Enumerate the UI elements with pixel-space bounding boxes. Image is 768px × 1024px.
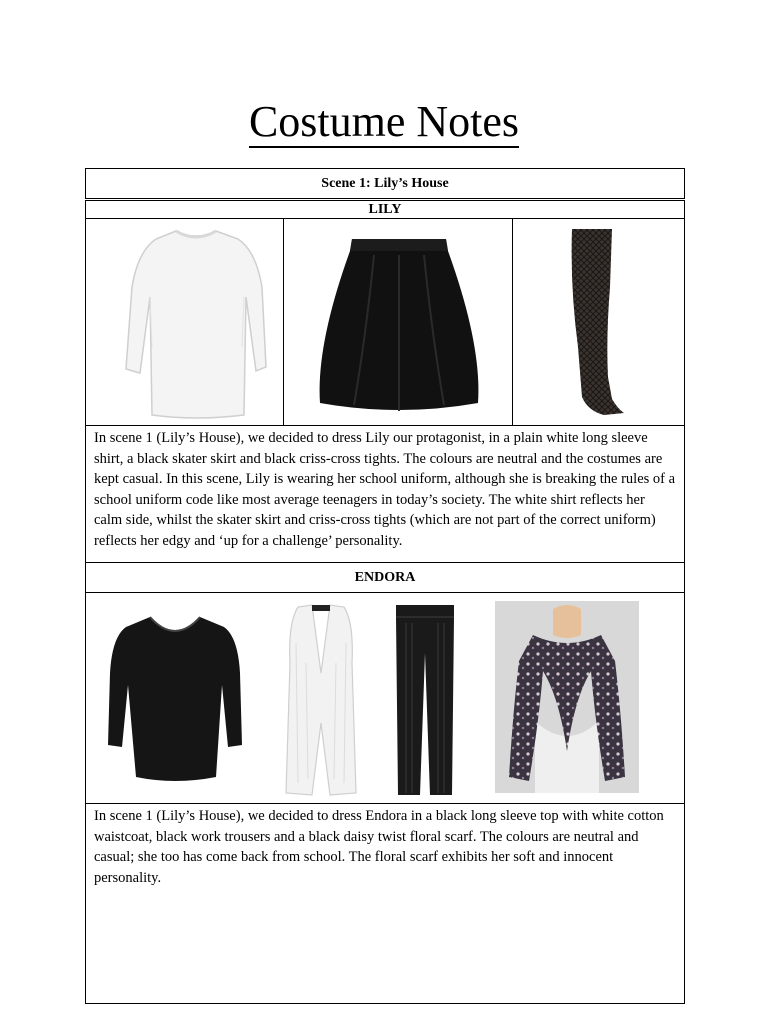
endora-images-row [85,592,685,804]
page-title-text: Costume Notes [248,97,520,146]
scene-heading: Scene 1: Lily’s House [85,168,685,199]
floral-scarf-image [495,601,639,793]
black-top-image [104,613,246,783]
column-divider [283,219,284,425]
white-shirt-image [116,227,276,422]
endora-description: In scene 1 (Lily’s House), we decided to dress Endora in a black long sleeve top with white cotton waistcoat, black work trousers and a black daisy twist floral scarf. The colours are neutral and casual; she too has come back from school. The floral scarf exhibits her soft and innocent personality. [85,803,685,1004]
lily-heading: LILY [85,200,685,219]
tights-image [566,227,636,419]
column-divider [512,219,513,425]
black-trousers-image [392,603,458,799]
page-title [0,96,768,148]
white-waistcoat-image [282,603,360,799]
black-skirt-image [314,235,484,415]
lily-description: In scene 1 (Lily’s House), we decided to dress Lily our protagonist, in a plain white long sleeve shirt, a black skater skirt and black criss-cross tights. The colours are neutral and the costumes are kept casual. In this scene, Lily is wearing her school uniform, although she is breaking the rules of a school uniform code like most average teenagers in today’s society. The white shirt reflects her calm side, whilst the skater skirt and criss-cross tights (which are not part of the correct uniform) reflects her edgy and ‘up for a challenge’ personality. [85,425,685,563]
endora-heading: ENDORA [85,562,685,593]
lily-images-row [85,218,685,426]
